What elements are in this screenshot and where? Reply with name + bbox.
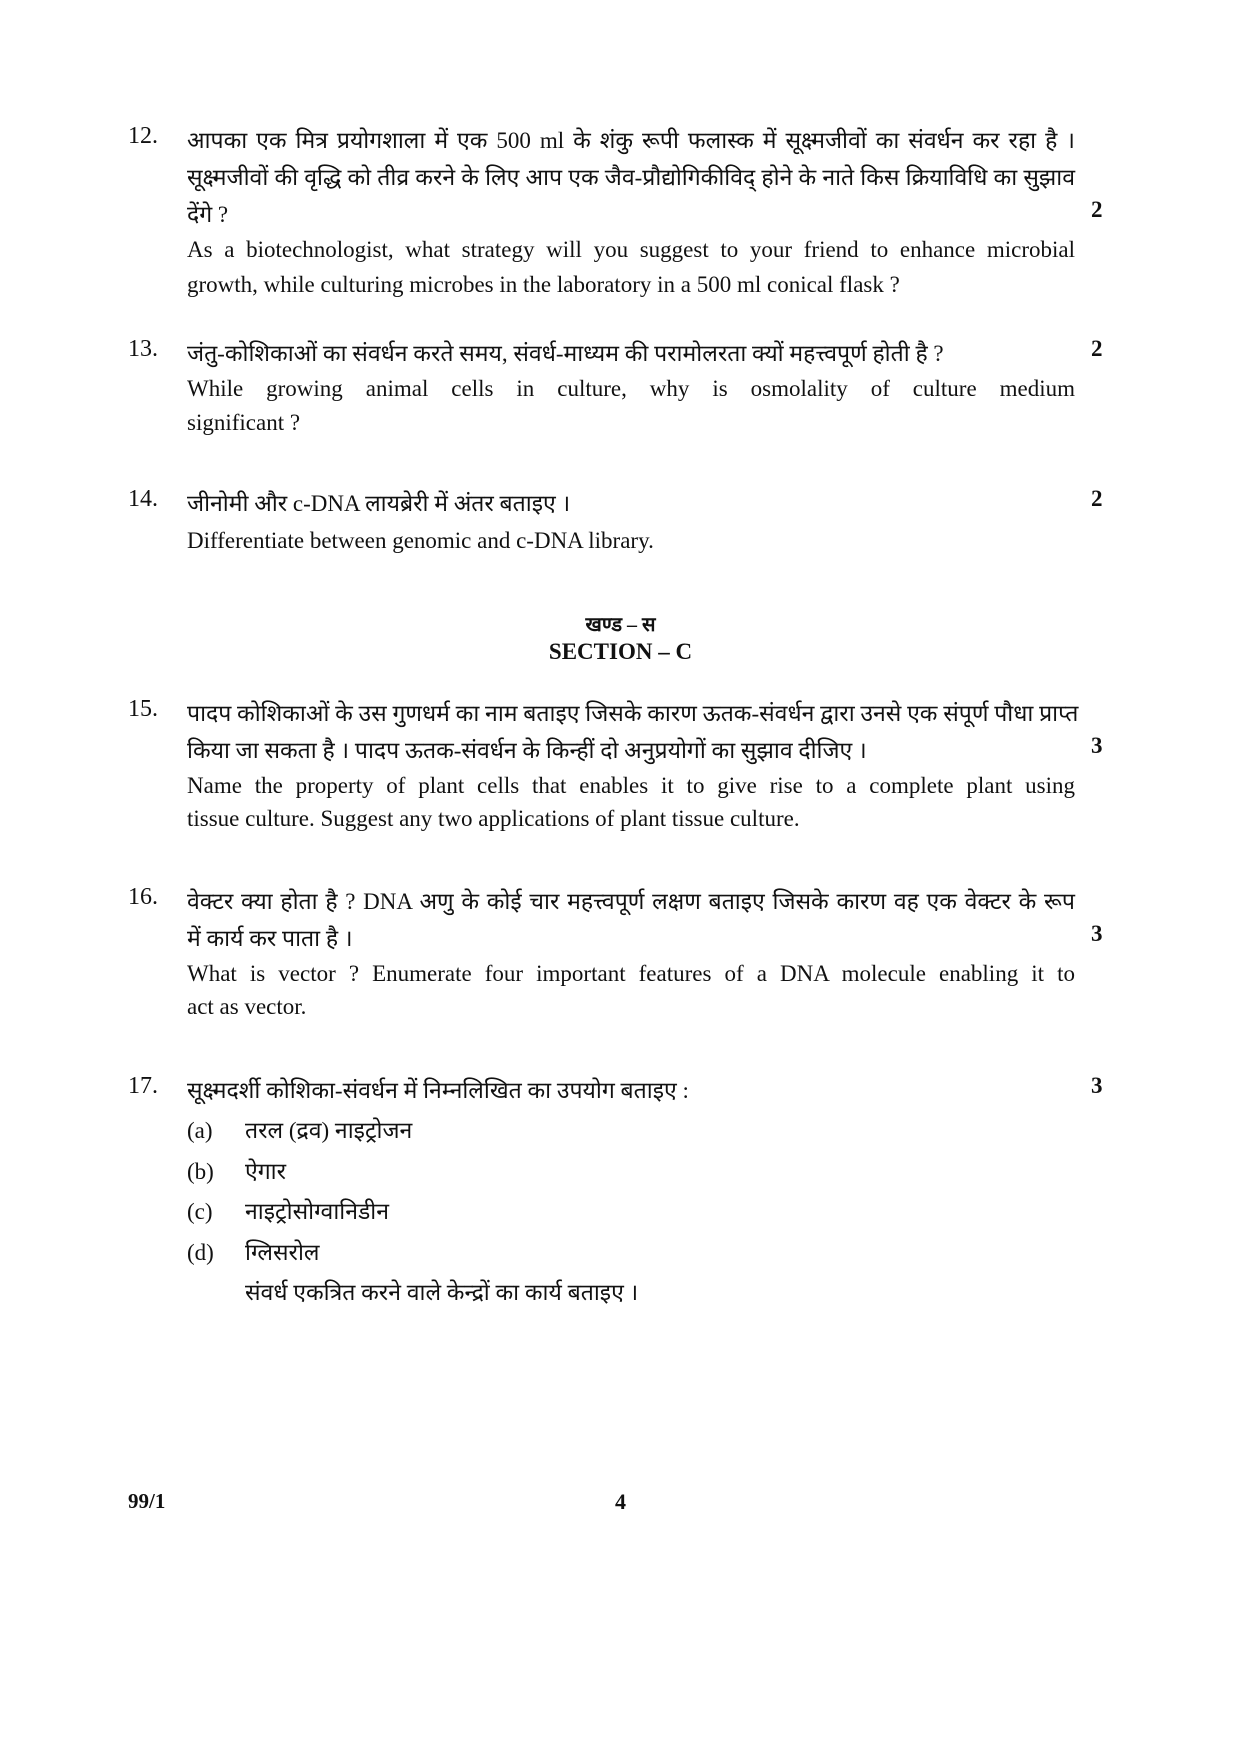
option-c bbox=[187, 1194, 389, 1226]
question-hindi-line: देंगे ? bbox=[187, 202, 229, 227]
option-text: नाइट्रोसोग्वानिडीन bbox=[245, 1199, 390, 1224]
question-hindi-line: जीनोमी और c-DNA लायब्रेरी में अंतर बताइए । bbox=[187, 491, 571, 516]
section-title-hindi: खण्ड – स bbox=[585, 614, 656, 636]
question-marks: 2 bbox=[1091, 197, 1103, 222]
question-hindi-line: सूक्ष्मजीवों की वृद्धि को तीव्र करने के लिए आप एक जैव-प्रौद्योगिकीविद् होने के नाते किस क्रियाविधि का सुझाव bbox=[187, 165, 1075, 190]
question-hindi-line: सूक्ष्मदर्शी कोशिका-संवर्धन में निम्नलिखित का उपयोग बताइए : bbox=[187, 1078, 689, 1103]
question-hindi-line: वेक्टर क्या होता है ? DNA अणु के कोई चार महत्त्वपूर्ण लक्षण बताइए जिसके कारण वह एक वेक्टर के रूप bbox=[187, 889, 1075, 914]
question-extra-line: संवर्ध एकत्रित करने वाले केन्द्रों का कार्य बताइए । bbox=[245, 1280, 639, 1305]
option-label: (a) bbox=[187, 1118, 213, 1143]
option-text: ग्लिसरोल bbox=[245, 1240, 320, 1265]
question-hindi-line: में कार्य कर पाता है । bbox=[187, 926, 353, 951]
option-d bbox=[187, 1235, 320, 1267]
question-number: 12. bbox=[128, 123, 158, 149]
question-hindi-line: पादप कोशिकाओं के उस गुणधर्म का नाम बताइए जिसके कारण ऊतक-संवर्धन द्वारा उनसे एक संपूर्ण पौधा प्राप्त bbox=[187, 701, 1079, 726]
question-marks: 3 bbox=[1091, 921, 1103, 946]
option-text: तरल (द्रव) नाइट्रोजन bbox=[245, 1118, 413, 1143]
question-english-line: significant ? bbox=[187, 410, 301, 435]
question-english-line: As a biotechnologist, what strategy will you suggest to your friend to enhance microbial bbox=[187, 237, 1075, 262]
option-b bbox=[187, 1154, 286, 1186]
question-marks: 2 bbox=[1091, 336, 1103, 361]
paper-code: 99/1 bbox=[128, 1489, 166, 1513]
question-hindi-line: आपका एक मित्र प्रयोगशाला में एक 500 ml के शंकु रूपी फलास्क में सूक्ष्मजीवों का संवर्धन कर रहा है । bbox=[187, 128, 1075, 153]
section-title: SECTION – C bbox=[548, 639, 693, 664]
option-label: (d) bbox=[187, 1240, 214, 1265]
option-text: ऐगार bbox=[245, 1159, 287, 1184]
question-number: 16. bbox=[128, 884, 158, 910]
question-english-line: tissue culture. Suggest any two applications of plant tissue culture. bbox=[187, 806, 800, 831]
option-label: (b) bbox=[187, 1159, 214, 1184]
question-number: 14. bbox=[128, 486, 158, 512]
question-marks: 3 bbox=[1091, 1073, 1103, 1098]
question-hindi-line: किया जा सकता है । पादप ऊतक-संवर्धन के किन्हीं दो अनुप्रयोगों का सुझाव दीजिए । bbox=[187, 738, 867, 763]
question-number: 17. bbox=[128, 1073, 158, 1099]
question-hindi-line: जंतु-कोशिकाओं का संवर्धन करते समय, संवर्ध-माध्यम की परामोलरता क्यों महत्त्वपूर्ण होती है ? bbox=[187, 341, 944, 366]
question-english-line: What is vector ? Enumerate four important features of a DNA molecule enabling it to bbox=[187, 961, 1075, 986]
option-a bbox=[187, 1113, 412, 1145]
question-number: 13. bbox=[128, 336, 158, 362]
question-english-line: act as vector. bbox=[187, 994, 307, 1019]
question-marks: 3 bbox=[1091, 733, 1103, 758]
question-number: 15. bbox=[128, 696, 158, 722]
question-english-line: growth, while culturing microbes in the laboratory in a 500 ml conical flask ? bbox=[187, 272, 900, 297]
question-english-line: While growing animal cells in culture, why is osmolality of culture medium bbox=[187, 376, 1075, 401]
option-label: (c) bbox=[187, 1199, 213, 1224]
question-english-line: Differentiate between genomic and c-DNA library. bbox=[187, 528, 654, 553]
question-marks: 2 bbox=[1091, 486, 1103, 511]
question-english-line: Name the property of plant cells that enables it to give rise to a complete plant using bbox=[187, 773, 1075, 798]
page-number: 4 bbox=[615, 1489, 626, 1514]
